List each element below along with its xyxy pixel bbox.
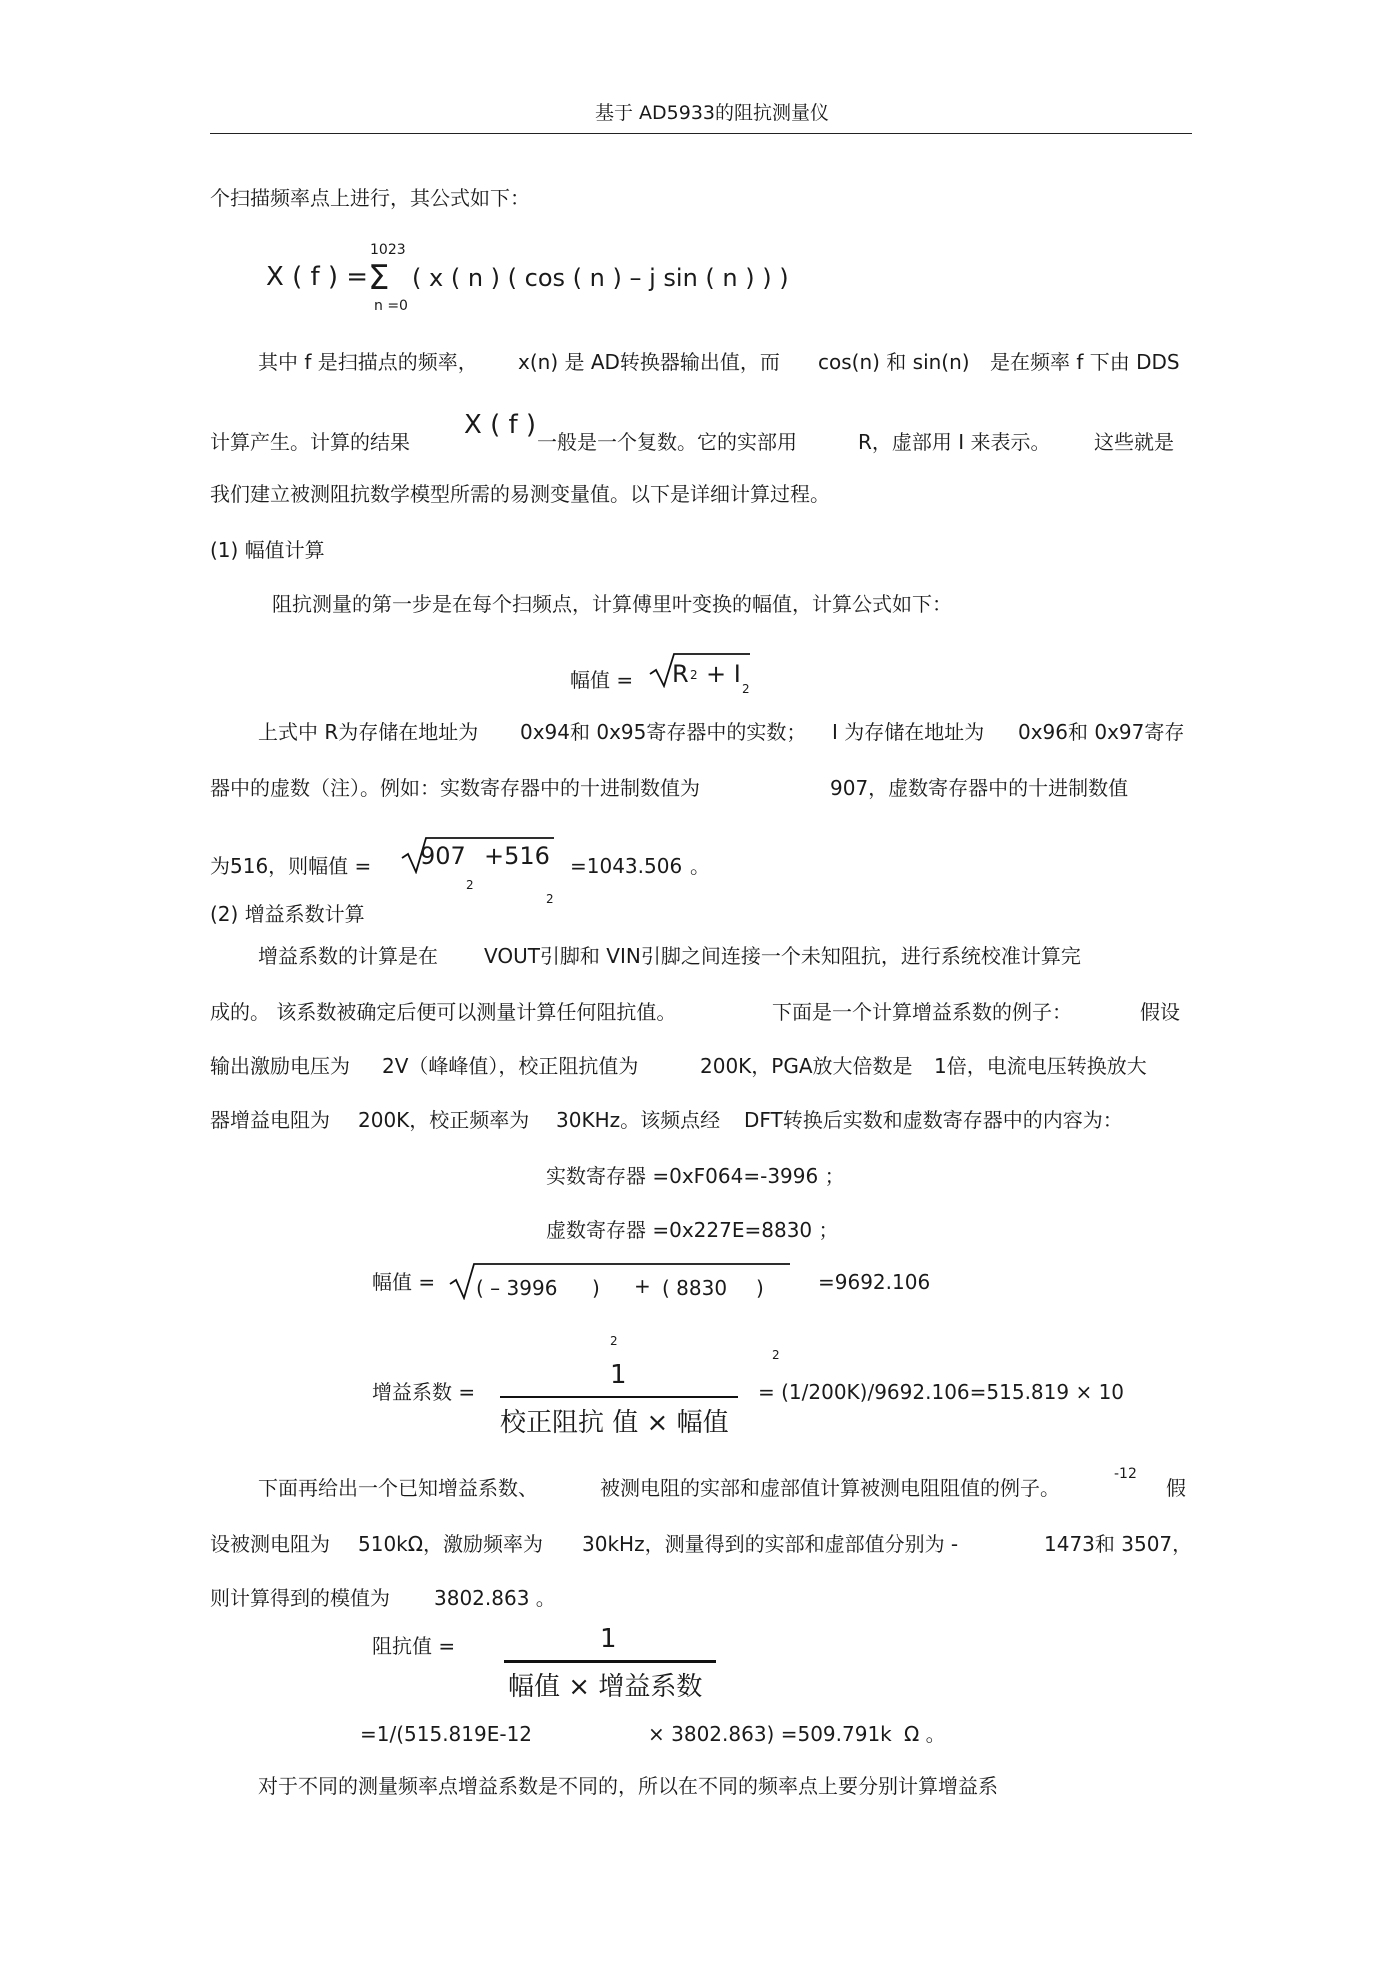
paragraph-text: 器增益电阻为	[210, 1108, 330, 1132]
fraction-numerator: 1	[600, 1624, 617, 1654]
sigma-symbol: Σ	[368, 258, 390, 298]
exponent: -12	[1114, 1466, 1137, 1482]
exponent: 2	[690, 668, 698, 682]
formula-result: =1043.506	[570, 854, 683, 878]
exponent: 2	[742, 682, 750, 696]
paragraph-text: 成的。 该系数被确定后便可以测量计算任何阻抗值。	[210, 1000, 677, 1024]
paragraph-text: 1473和 3507，	[1044, 1532, 1193, 1556]
paragraph-text: 这些就是	[1094, 430, 1174, 454]
header-rule	[210, 133, 1192, 134]
formula-plus: +	[634, 1274, 651, 1298]
paragraph-text: 器中的虚数（注）。例如：实数寄存器中的十进制数值为	[210, 776, 700, 800]
paragraph-text: 30kHz，测量得到的实部和虚部值分别为 -	[582, 1532, 959, 1556]
section-heading: (1) 幅值计算	[210, 538, 325, 562]
paragraph-text: 下面是一个计算增益系数的例子：	[772, 1000, 1072, 1024]
paragraph-text: x(n) 是 AD转换器输出值，而	[518, 350, 780, 374]
paragraph-text: 907，虚数寄存器中的十进制数值	[830, 776, 1129, 800]
formula-lhs: 幅值 =	[570, 668, 634, 692]
fraction-denominator: 幅值 × 增益系数	[508, 1672, 703, 1702]
paragraph-text: 上式中 R为存储在地址为	[258, 720, 479, 744]
formula-lhs: 阻抗值 =	[372, 1634, 456, 1658]
formula-result: =9692.106	[818, 1270, 931, 1294]
fraction-bar	[500, 1396, 738, 1398]
paragraph-text: 200K，PGA放大倍数是	[700, 1054, 913, 1078]
paragraph-text: 200K，校正频率为	[358, 1108, 530, 1132]
fraction-numerator: 1	[610, 1360, 627, 1390]
formula-term: )	[592, 1276, 600, 1300]
paragraph-text: 增益系数的计算是在	[258, 944, 438, 968]
formula-lhs: 幅值 =	[372, 1270, 436, 1294]
formula-rhs: ( x ( n ) ( cos ( n ) – j sin ( n ) ) )	[412, 264, 789, 292]
paragraph-text: 一般是一个复数。它的实部用	[537, 430, 797, 454]
formula-line: × 3802.863) =509.791k	[648, 1722, 892, 1746]
page-header-title: 基于 AD5933的阻抗测量仪	[595, 102, 830, 124]
formula-line: =1/(515.819E-12	[360, 1722, 533, 1746]
paragraph-text: 假	[1166, 1476, 1186, 1500]
paragraph-text: 为516，则幅值 =	[210, 854, 372, 878]
exponent: 2	[610, 1334, 618, 1348]
paragraph-text: 输出激励电压为	[210, 1054, 350, 1078]
paragraph-text: VOUT引脚和 VIN引脚之间连接一个未知阻抗，进行系统校准计算完	[484, 944, 1081, 968]
fraction-bar	[504, 1660, 716, 1663]
inline-formula-xf: X ( f )	[464, 410, 537, 440]
formula-number: +516	[484, 842, 550, 870]
paragraph-text: 被测电阻的实部和虚部值计算被测电阻阻值的例子。	[600, 1476, 1060, 1500]
formula-lhs: 增益系数 =	[372, 1380, 476, 1404]
exponent: 2	[546, 892, 554, 906]
paragraph-text: 下面再给出一个已知增益系数、	[258, 1476, 538, 1500]
paragraph-text: 510kΩ，激励频率为	[358, 1532, 544, 1556]
formula-result: = (1/200K)/9692.106=515.819 × 10	[758, 1380, 1125, 1404]
formula-number: 907	[420, 842, 466, 870]
paragraph-text: 则计算得到的模值为	[210, 1586, 390, 1610]
sum-upper-limit: 1023	[370, 242, 406, 258]
register-imag: 虚数寄存器 =0x227E=8830 ；	[546, 1218, 839, 1242]
paragraph-text: R，虚部用 I 来表示。	[858, 430, 1051, 454]
paragraph-text: 阻抗测量的第一步是在每个扫频点，计算傅里叶变换的幅值，计算公式如下：	[272, 592, 952, 616]
paragraph-text: 2V（峰峰值），校正阻抗值为	[382, 1054, 639, 1078]
paragraph-text: 设被测电阻为	[210, 1532, 330, 1556]
formula-line: Ω 。	[904, 1722, 946, 1746]
sum-lower-limit: n =0	[374, 298, 408, 314]
formula-r: R	[672, 660, 689, 688]
paragraph-text: I 为存储在地址为	[832, 720, 985, 744]
paragraph-text: 0x94和 0x95寄存器中的实数；	[520, 720, 807, 744]
section-heading: (2) 增益系数计算	[210, 902, 365, 926]
formula-lhs: X ( f ) =	[266, 262, 369, 292]
paragraph-text: 1倍，电流电压转换放大	[934, 1054, 1147, 1078]
formula-term: )	[756, 1276, 764, 1300]
paragraph-text: 计算产生。计算的结果	[210, 430, 410, 454]
register-real: 实数寄存器 =0xF064=-3996 ；	[546, 1164, 845, 1188]
paragraph-text: 我们建立被测阻抗数学模型所需的易测变量值。以下是详细计算过程。	[210, 482, 830, 506]
exponent: 2	[772, 1348, 780, 1362]
paragraph-text: 是在频率 f 下由 DDS	[990, 350, 1180, 374]
fraction-denominator: 校正阻抗 值 × 幅值	[500, 1408, 729, 1438]
paragraph-text: 0x96和 0x97寄存	[1018, 720, 1185, 744]
formula-term: ( – 3996	[476, 1276, 558, 1300]
paragraph-text: 假设	[1140, 1000, 1180, 1024]
formula-plus-i: + I	[706, 660, 741, 688]
paragraph-text: 其中 f 是扫描点的频率，	[258, 350, 478, 374]
formula-term: ( 8830	[662, 1276, 728, 1300]
paragraph-text: 。	[690, 854, 710, 878]
paragraph-text: 个扫描频率点上进行，其公式如下：	[210, 186, 530, 210]
exponent: 2	[466, 878, 474, 892]
paragraph-text: 30KHz。该频点经	[556, 1108, 721, 1132]
paragraph-text: cos(n) 和 sin(n)	[818, 350, 970, 374]
paragraph-text: 3802.863 。	[434, 1586, 556, 1610]
paragraph-text: 对于不同的测量频率点增益系数是不同的，所以在不同的频率点上要分别计算增益系	[258, 1774, 998, 1798]
paragraph-text: DFT转换后实数和虚数寄存器中的内容为：	[744, 1108, 1123, 1132]
